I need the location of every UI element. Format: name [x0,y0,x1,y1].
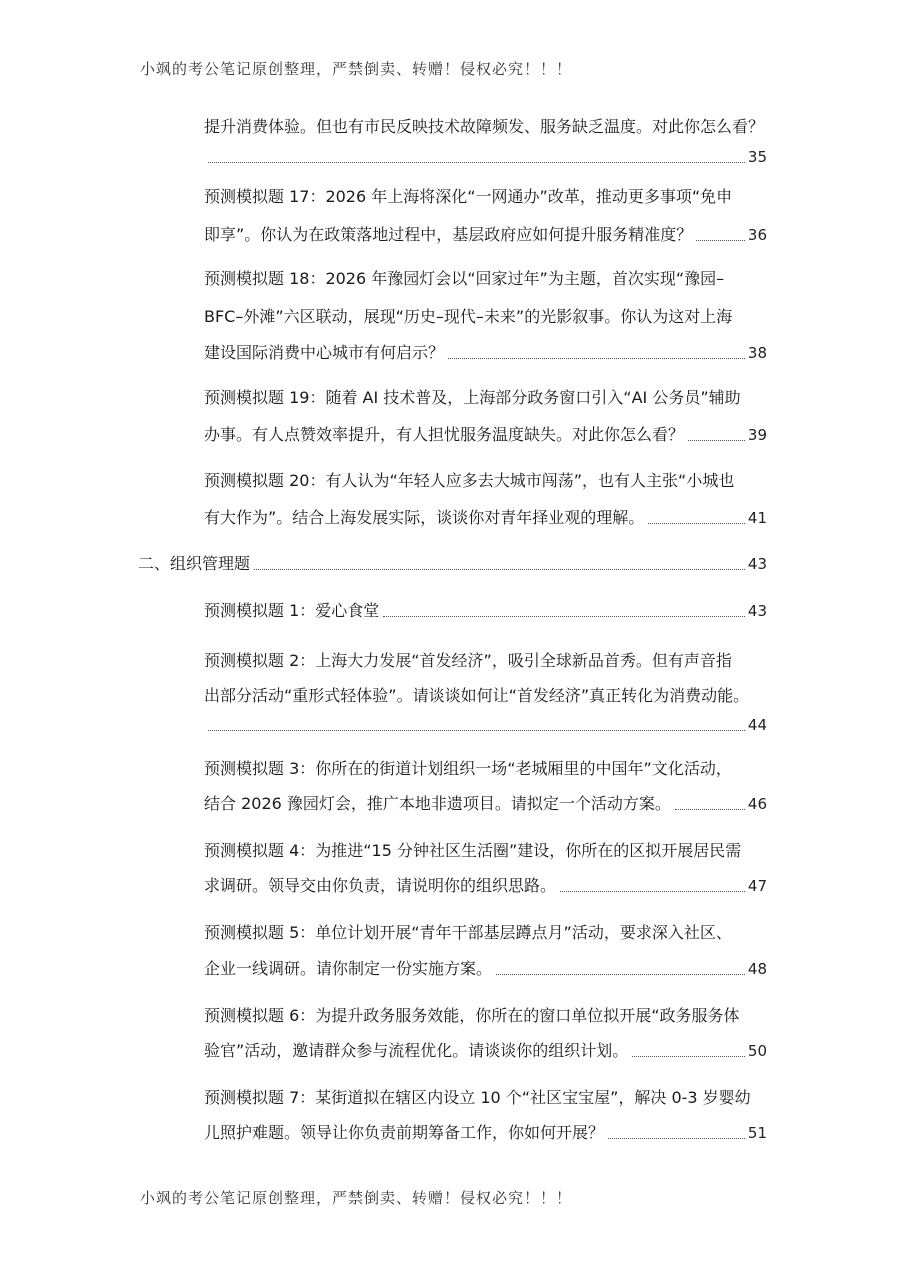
toc-entry-p35[interactable] [204,146,767,168]
toc-entry-q4[interactable] [204,875,767,897]
toc-line: 提升消费体验。但也有市民反映技术故障频发、服务缺乏温度。对此你怎么看？ [204,117,765,136]
toc-entry-text: 预测模拟题 1：爱心食堂 [204,601,380,620]
toc-line: 预测模拟题 17：2026 年上海将深化“一网通办”改革，推动更多事项“免申 [204,187,733,206]
toc-section-organization[interactable] [138,553,767,575]
toc-entry-text: 儿照护难题。领导让你负责前期筹备工作，你如何开展？ [204,1123,605,1142]
page-number: 36 [747,226,767,244]
leader-dots [675,808,745,810]
toc-entry-q19[interactable] [204,424,767,446]
toc-line: 预测模拟题 2：上海大力发展“首发经济”，吸引全球新品首秀。但有声音指 [204,651,732,670]
toc-line: 预测模拟题 20：有人认为“年轻人应多去大城市闯荡”，也有人主张“小城也 [204,471,735,490]
toc-line: 预测模拟题 4：为推进“15 分钟社区生活圈”建设，你所在的区拟开展居民需 [204,841,742,860]
leader-dots [632,1055,745,1057]
page-number: 35 [747,148,767,166]
leader-dots [696,239,745,241]
toc-entry-q7[interactable] [204,1122,767,1144]
toc-entry-q5[interactable] [204,958,767,980]
toc-line: 预测模拟题 6：为提升政务服务效能，你所在的窗口单位拟开展“政务服务体 [204,1006,740,1025]
leader-dots [560,890,745,892]
toc-line: 预测模拟题 5：单位计划开展“青年干部基层蹲点月”活动，要求深入社区、 [204,923,732,942]
toc-entry-q6[interactable] [204,1040,767,1062]
toc-entry-text: 企业一线调研。请你制定一份实施方案。 [204,959,493,978]
toc-entry-text: 建设国际消费中心城市有何启示？ [204,343,445,362]
page-footer: 小飒的考公笔记原创整理，严禁倒卖、转赠！侵权必究！！！ [140,1189,573,1207]
leader-dots [208,729,745,731]
toc-entry-q17[interactable] [204,224,767,246]
page-number: 48 [747,960,767,978]
page-number: 44 [747,716,767,734]
leader-dots [648,522,745,524]
toc-entry-text: 结合 2026 豫园灯会，推广本地非遗项目。请拟定一个活动方案。 [204,794,671,813]
toc-entry-text: 有大作为”。结合上海发展实际，谈谈你对青年择业观的理解。 [204,508,645,527]
toc-entry-text: 验官”活动，邀请群众参与流程优化。请谈谈你的组织计划。 [204,1041,629,1060]
toc-line: BFC–外滩”六区联动，展现“历史–现代–未来”的光影叙事。你认为这对上海 [204,307,733,326]
toc-entry-q18[interactable] [204,342,767,364]
leader-dots [254,568,745,570]
page-number: 43 [747,555,767,573]
leader-dots [496,973,745,975]
page-number: 46 [747,795,767,813]
page-number: 39 [747,426,767,444]
toc-entry-q1[interactable] [204,600,767,622]
leader-dots [208,161,745,163]
page-number: 43 [747,602,767,620]
toc-entry-q3[interactable] [204,793,767,815]
leader-dots [383,615,745,617]
toc-entry-text: 办事。有人点赞效率提升，有人担忧服务温度缺失。对此你怎么看？ [204,425,685,444]
leader-dots [608,1137,745,1139]
toc-entry-text: 求调研。领导交由你负责，请说明你的组织思路。 [204,876,557,895]
page-number: 50 [747,1042,767,1060]
toc-entry-q2[interactable] [204,714,767,736]
page-number: 41 [747,509,767,527]
leader-dots [688,439,745,441]
page-number: 51 [747,1124,767,1142]
toc-line: 出部分活动“重形式轻体验”。请谈谈如何让“首发经济”真正转化为消费动能。 [204,686,750,705]
toc-line: 预测模拟题 3：你所在的街道计划组织一场“老城厢里的中国年”文化活动， [204,759,732,778]
toc-entry-q20[interactable] [204,507,767,529]
page-number: 47 [747,877,767,895]
toc-entry-text: 即享”。你认为在政策落地过程中，基层政府应如何提升服务精准度？ [204,225,693,244]
leader-dots [448,357,745,359]
toc-line: 预测模拟题 18：2026 年豫园灯会以“回家过年”为主题，首次实现“豫园– [204,269,725,288]
toc-line: 预测模拟题 7：某街道拟在辖区内设立 10 个“社区宝宝屋”，解决 0-3 岁婴幼 [204,1088,751,1107]
page-header: 小飒的考公笔记原创整理，严禁倒卖、转赠！侵权必究！！！ [140,60,573,78]
toc-line: 预测模拟题 19：随着 AI 技术普及，上海部分政务窗口引入“AI 公务员”辅助 [204,388,741,407]
page-number: 38 [747,344,767,362]
section-title: 二、组织管理题 [138,554,251,573]
